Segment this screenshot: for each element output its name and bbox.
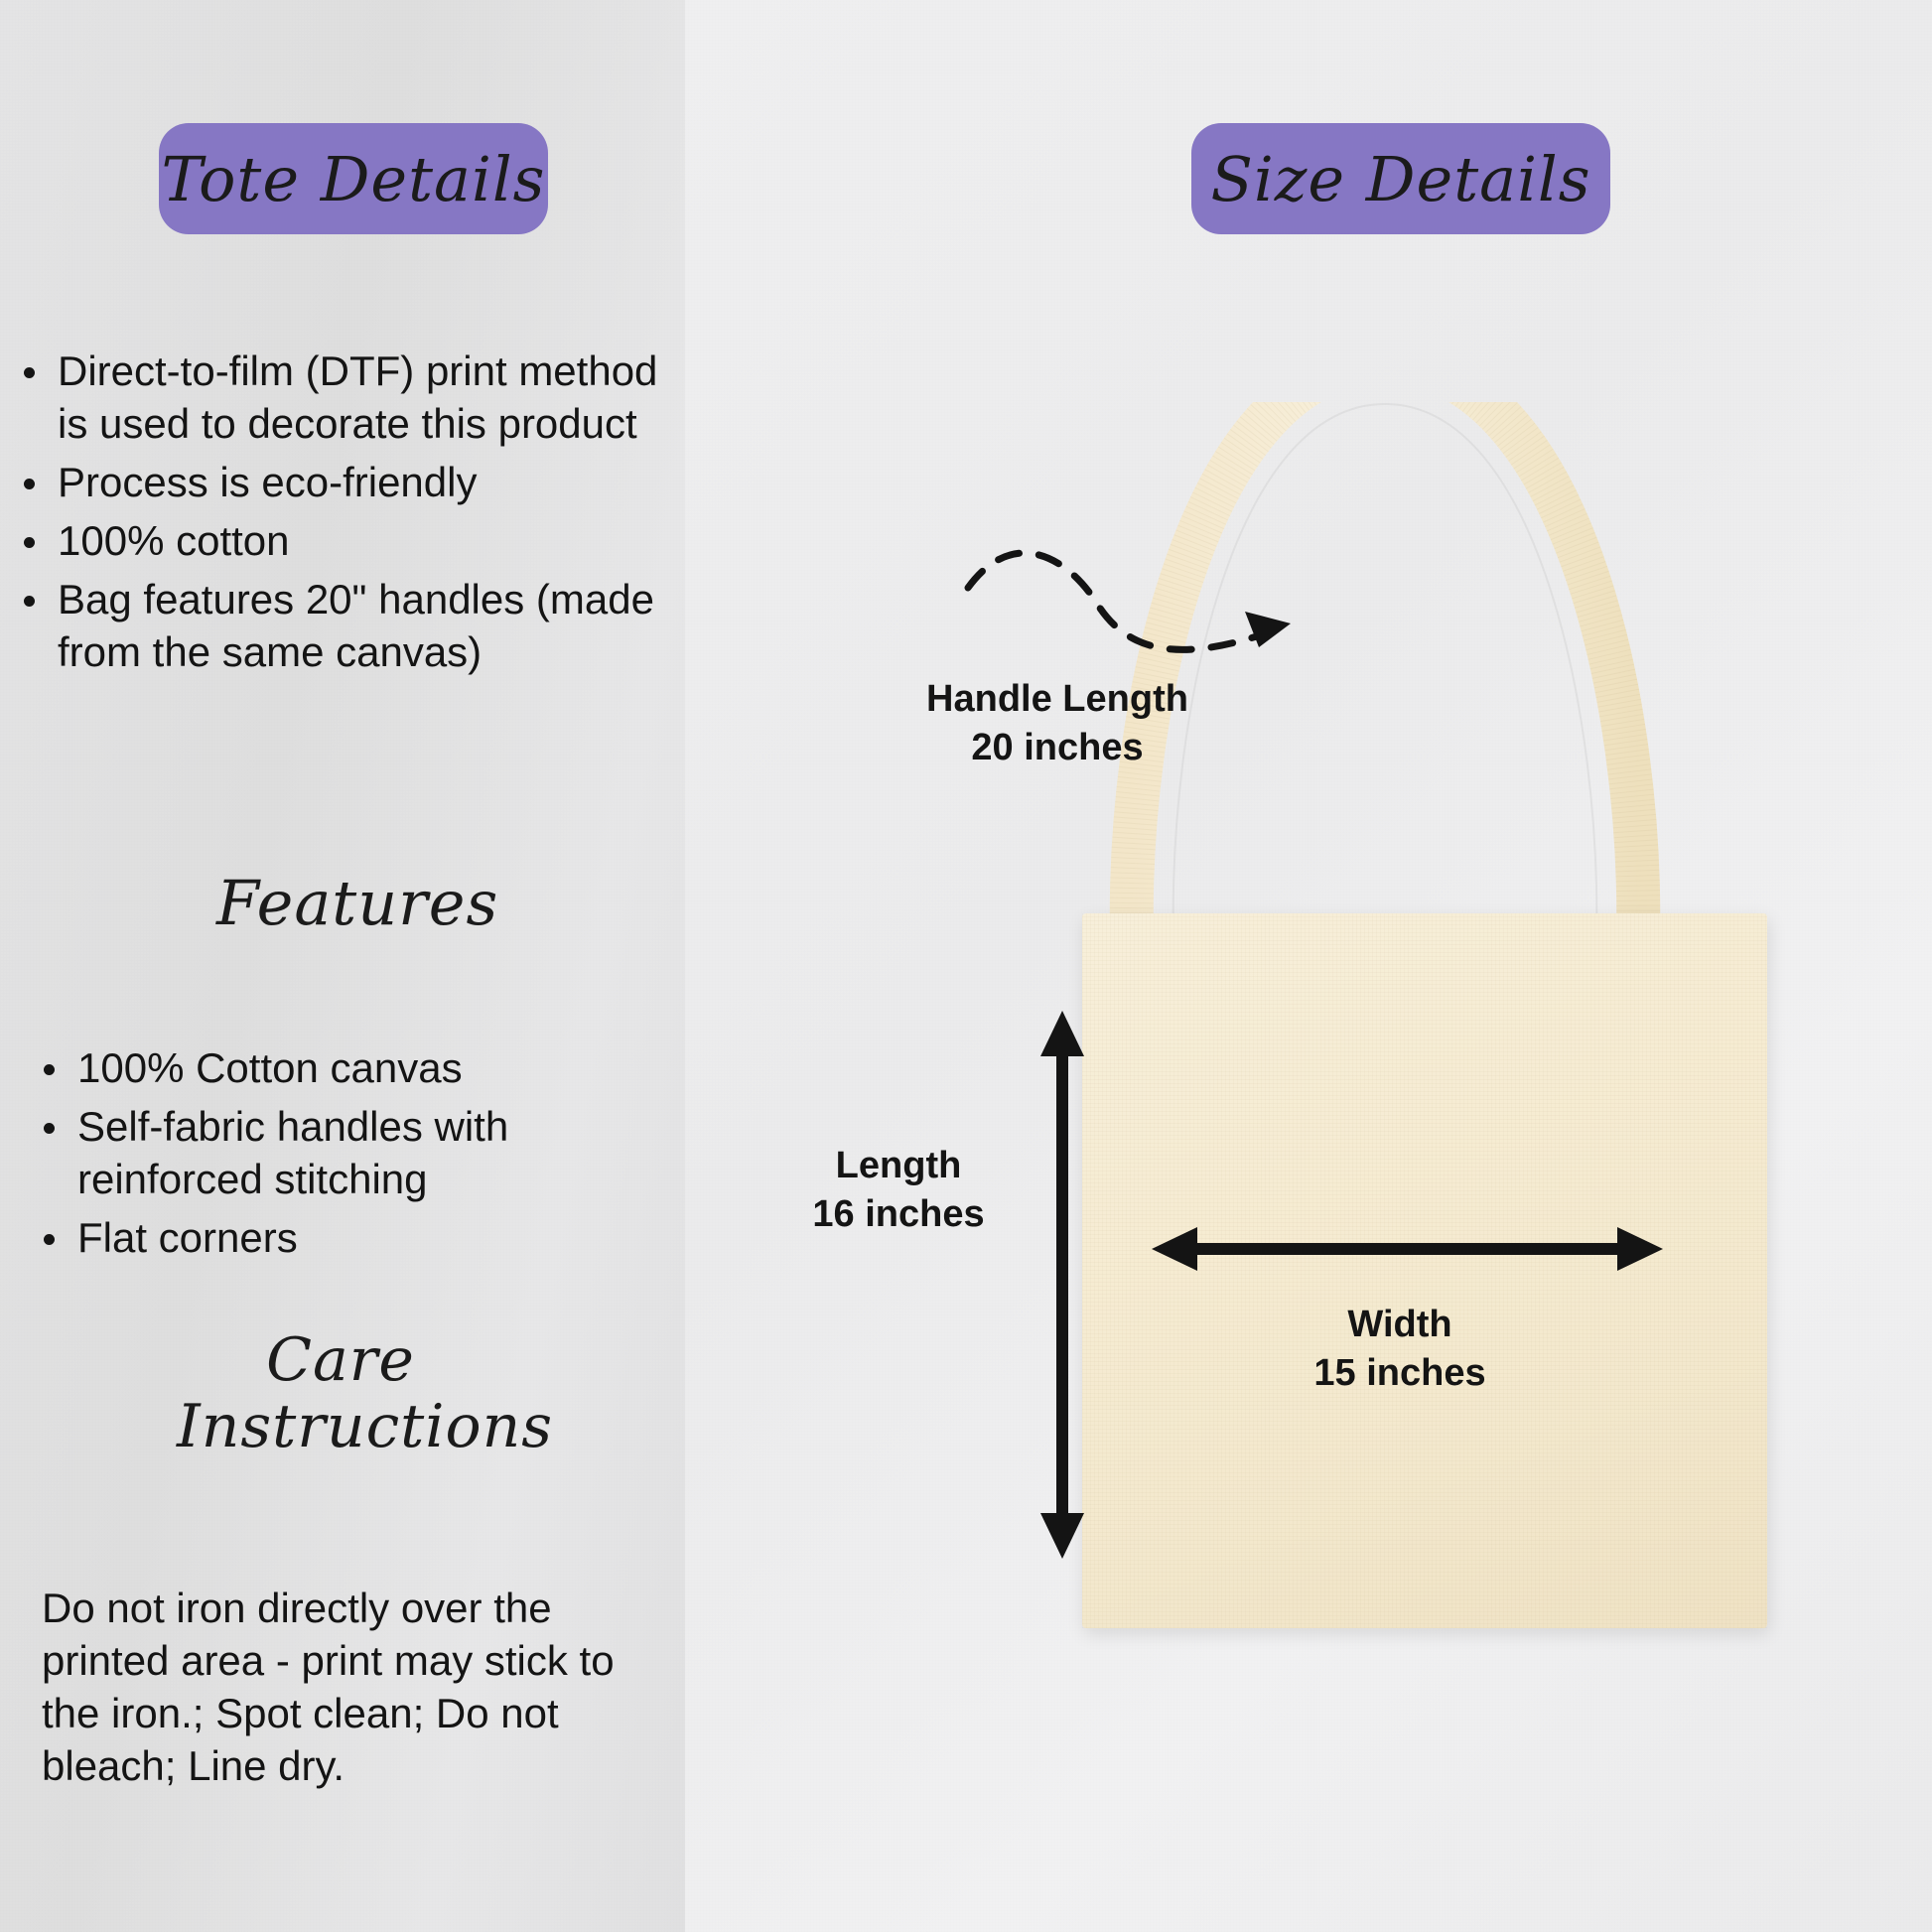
tote-details-list xyxy=(10,345,665,684)
length-label xyxy=(784,1142,1013,1240)
list-item: 100% cotton xyxy=(10,515,665,568)
list-item: Flat corners xyxy=(30,1212,665,1265)
width-label xyxy=(1281,1301,1519,1399)
width-title: Width xyxy=(1347,1304,1452,1345)
tote-details-heading-pill xyxy=(159,123,548,234)
length-title: Length xyxy=(835,1145,962,1186)
list-item: 100% Cotton canvas xyxy=(30,1042,665,1095)
list-item: Bag features 20" handles (made from the same canvas) xyxy=(10,574,665,679)
size-details-heading-text: Size Details xyxy=(1210,142,1591,215)
care-instructions-heading xyxy=(177,1325,554,1462)
tote-bag-body xyxy=(1082,913,1767,1628)
handle-length-title: Handle Length xyxy=(926,678,1188,720)
list-item: Process is eco-friendly xyxy=(10,457,665,509)
care-instructions-text: Do not iron directly over the printed area - print may stick to the iron.; Spot clean; Do not bleach; Line dry. xyxy=(42,1585,615,1789)
tote-bag-illustration xyxy=(1028,402,1742,1673)
width-value: 15 inches xyxy=(1313,1352,1486,1395)
features-heading: Features xyxy=(216,867,499,939)
handle-length-label xyxy=(898,675,1216,773)
features-list xyxy=(30,1042,665,1271)
size-details-heading-pill xyxy=(1191,123,1610,234)
length-value: 16 inches xyxy=(812,1193,985,1236)
list-item: Self-fabric handles with reinforced stitching xyxy=(30,1101,665,1206)
handle-length-value: 20 inches xyxy=(971,727,1144,769)
care-heading-line-1: Care xyxy=(266,1325,415,1395)
tote-details-heading-text: Tote Details xyxy=(161,142,546,215)
care-heading-line-2: Instructions xyxy=(177,1392,554,1462)
list-item: Direct-to-film (DTF) print method is used to decorate this product xyxy=(10,345,665,451)
